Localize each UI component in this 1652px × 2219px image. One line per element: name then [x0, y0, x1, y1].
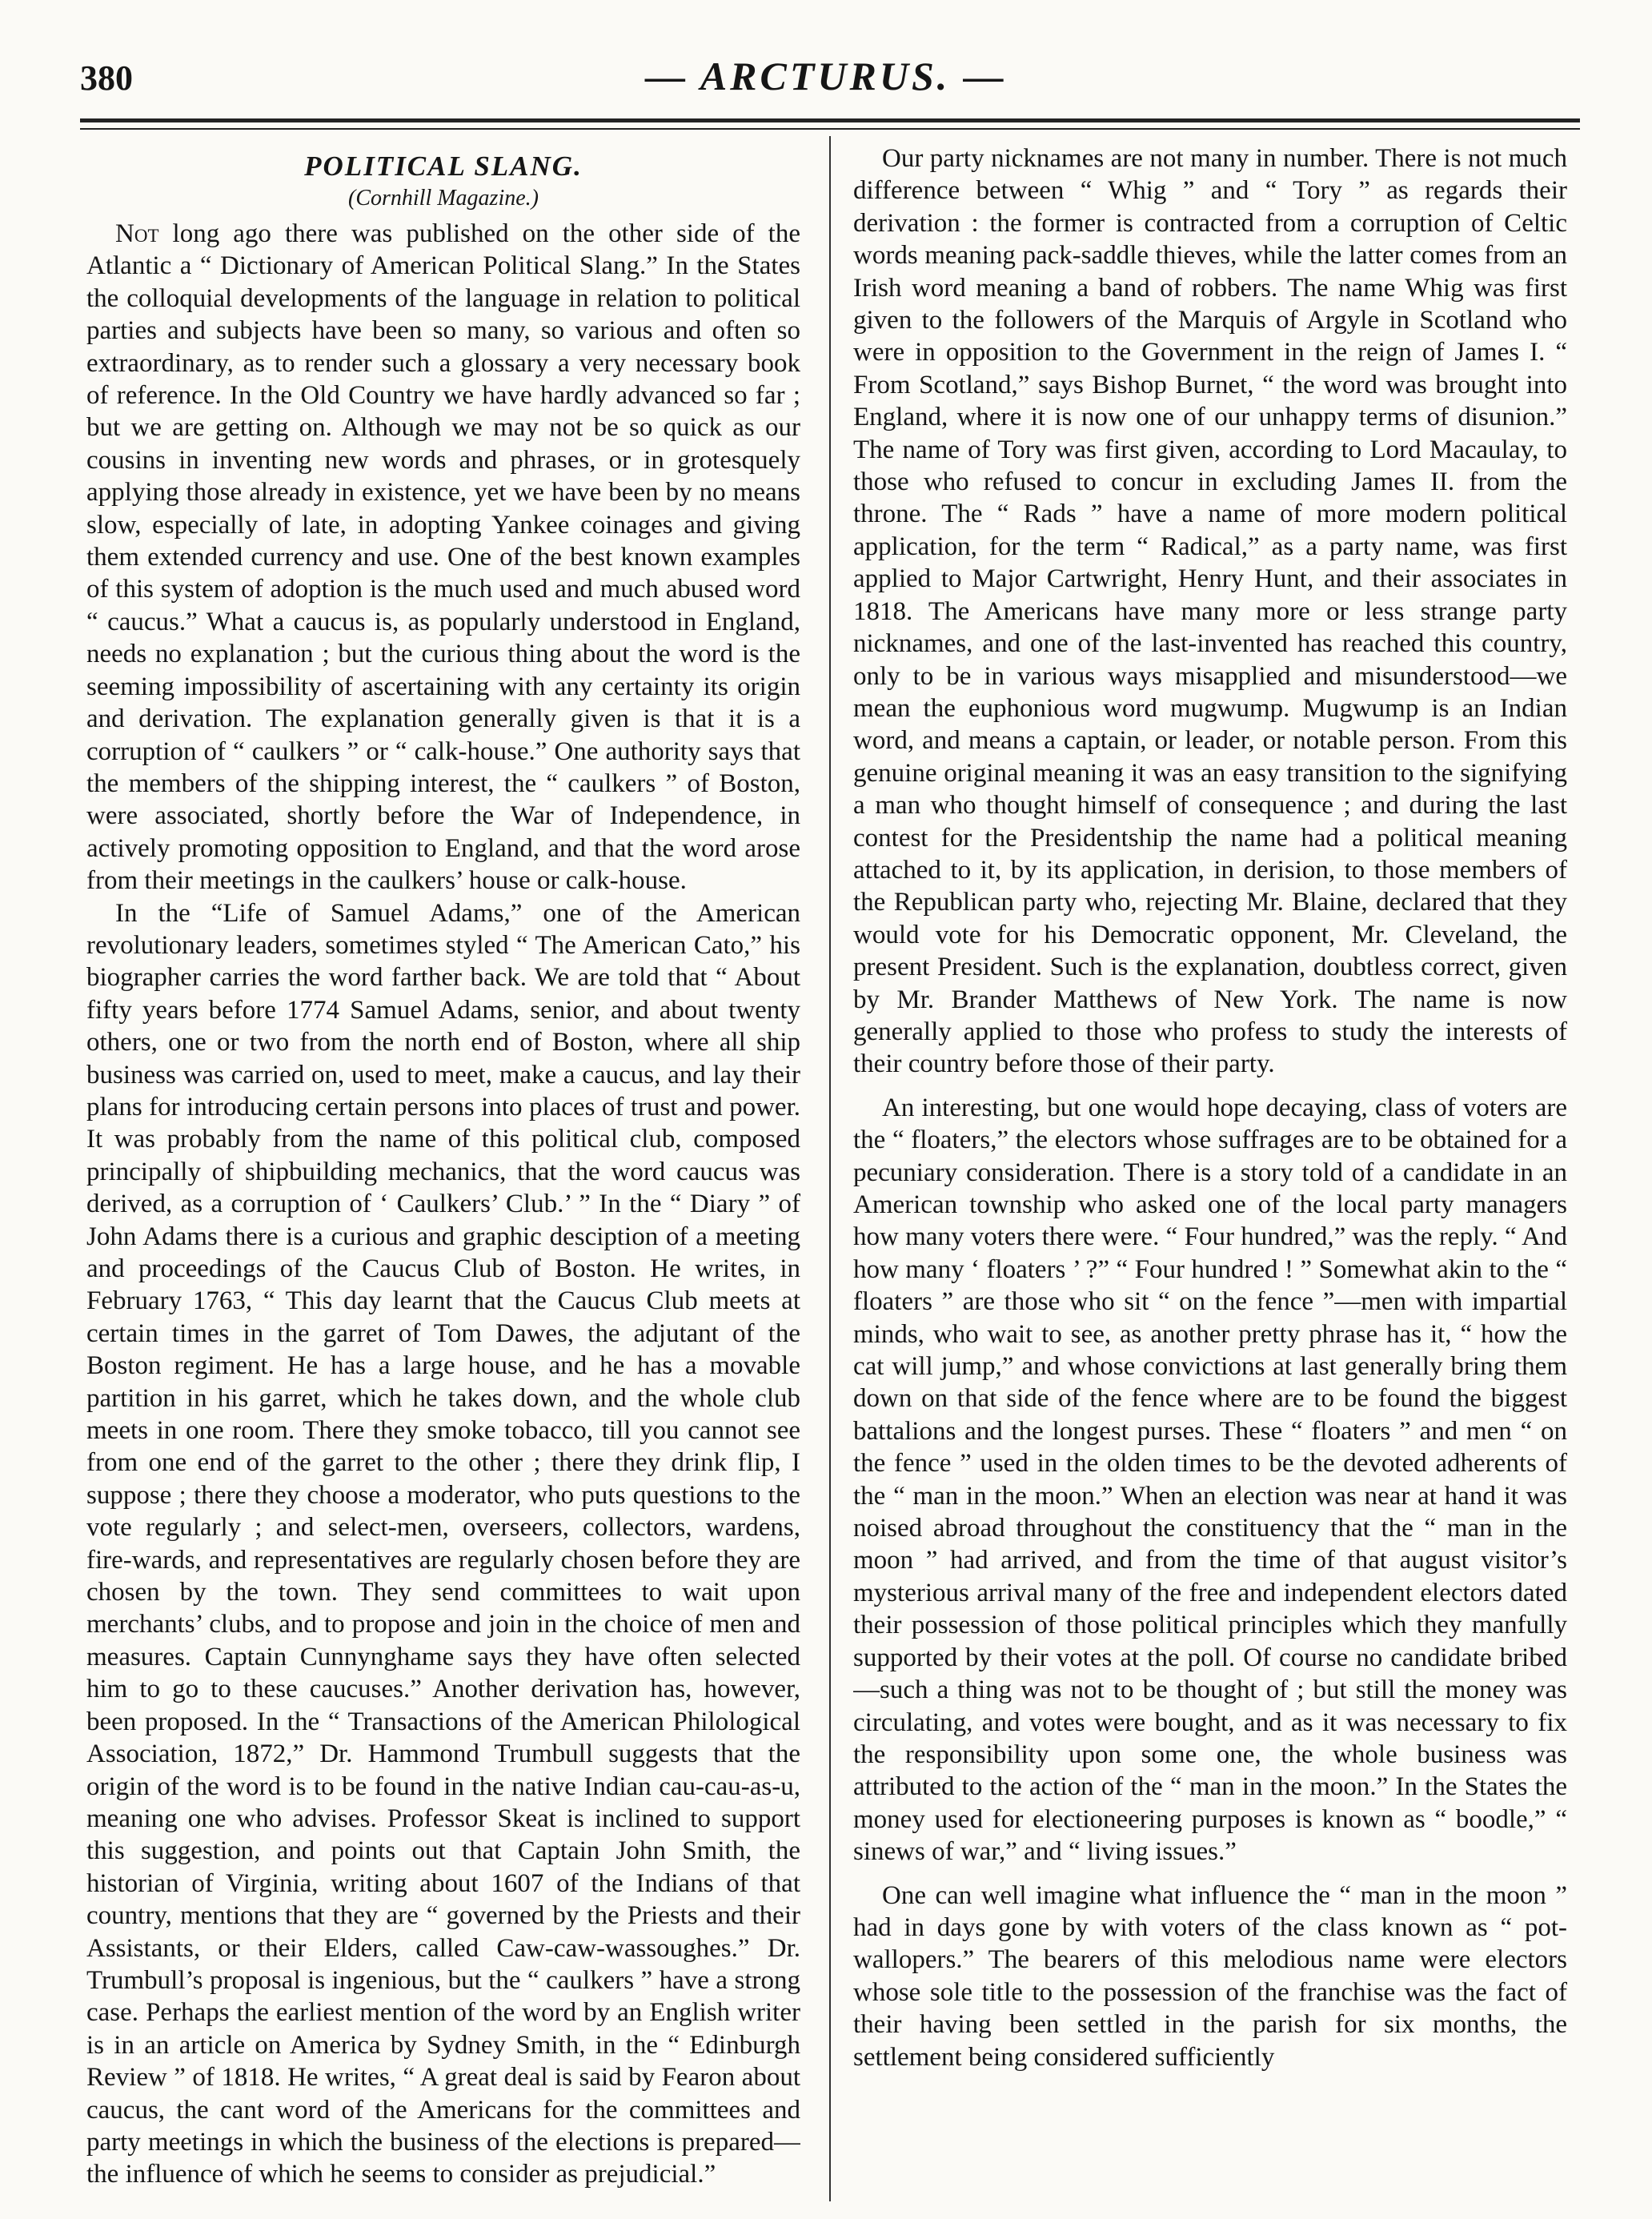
header-rule-thin [80, 128, 1580, 130]
paragraph-1 [86, 218, 800, 897]
header-rule-thick [80, 118, 1580, 122]
paragraph-2: In the “Life of Samuel Adams,” one of the American revolutionary leaders, sometimes styled “ The American Cato,” his biographer carries the word farther back. We are told that “ About fifty years before 1774 Samuel Adams, senior, and about twenty others, one or two from the north end of Boston, where all ship business was carried on, used to meet, make a caucus, and lay their plans for introducing certain persons into places of trust and power. It was probably from the name of this political club, composed principally of shipbuilding mechanics, that the word caucus was derived, as a corruption of ‘ Caulkers’ Club.’ ” In the “ Diary ” of John Adams there is a curious and graphic desciption of a meeting and proceedings of the Caucus Club of Boston. He writes, in February 1763, “ This day learnt that the Caucus Club meets at certain times in the garret of Tom Dawes, the adjutant of the Boston regiment. He has a large house, and he has a movable partition in his garret, which he takes down, and the whole club meets in one room. There they smoke tobacco, till you cannot see from one end of the garret to the other ; there they drink flip, I suppose ; there they choose a moderator, who puts questions to the vote regularly ; and select-men, overseers, collectors, wardens, fire-wards, and representatives are regularly chosen before they are chosen by the town. They send committees to wait upon merchants’ clubs, and to propose and join in the choice of men and measures. Captain Cunnynghame says they have often selected him to go to these caucuses.” Another derivation has, however, been proposed. In the “ Transactions of the American Philological Association, 1872,” Dr. Hammond Trumbull suggests that the origin of the word is to be found in the native Indian cau-cau-as-u, meaning one who advises. Professor Skeat is inclined to support this suggestion, and points out that Captain John Smith, the historian of Virginia, writing about 1607 of the Indians of that country, mentions that they are “ governed by the Priests and their Assistants, or their Elders, called Caw-caw-wassoughes.” Dr. Trumbull’s proposal is ingenious, but the “ caulkers ” have a strong case. Perhaps the earliest mention of the word by an English writer is in an article on America by Sydney Smith, in the “ Edinburgh Review ” of 1818. He writes, “ A great deal is said by Fearon about caucus, the cant word of the Americans for the committees and party meetings in which the business of the elections is prepared—the influence of which he seems to consider as prejudicial.” [86, 898, 800, 2189]
paragraph-4: An interesting, but one would hope decaying, class of voters are the “ floaters,” the electors whose suffrages are to be obtained for a pecuniary consideration. There is a story told of a candidate in an American township who asked one of the local party managers how many voters there were. “ Four hundred,” was the reply. “ And how many ‘ floaters ’ ?” “ Four hundred ! ” Somewhat akin to the “ floaters ” are those who sit “ on the fence ”—men with impartial minds, who wait to see, as another pretty phrase has it, “ how the cat will jump,” and whose convictions at last generally bring them down on that side of the fence where are to be found the biggest battalions and the longest purses. These “ floaters ” and men “ on the fence ” used in the olden times to be the devoted adherents of the “ man in the moon.” When an election was near at hand it was noised abroad throughout the constituency that the “ man in the moon ” had arrived, and from the time of that august visitor’s mysterious arrival many of the free and independent electors dated their possession of those political principles which they manfully supported by their votes at the poll. Of course no candidate bribed—such a thing was not to be thought of ; but still the money was circulating, and votes were bought, and as it was necessary to fix the responsibility upon some one, the whole business was attributed to the action of the “ man in the moon.” In the States the money used for electioneering purposes is known as “ boodle,” “ sinews of war,” and “ living issues.” [853, 1093, 1567, 1867]
lead-word: Not [115, 219, 159, 248]
paragraph-5: One can well imagine what influence the “ man in the moon ” had in days gone by with voters of the class known as “ pot-wallopers.” The bearers of this melodious name were electors whose sole title to the possession of the franchise was the fact of their having been settled in the parish for six months, the settlement being considered sufficiently [853, 1880, 1567, 2072]
article-title: POLITICAL SLANG. [304, 150, 583, 182]
right-column [853, 142, 1567, 2208]
paragraph-1-text: long ago there was published on the other side of the Atlantic a “ Dictionary of American Political Slang.” In the States the colloquial developments of the language in relation to political parties and subjects have been so many, so various and often so extraordinary, as to render such a glossary a very necessary book of reference. In the Old Country we have hardly advanced so far ; but we are getting on. Although we may not be so quick as our cousins in inventing new words and phrases, or in grotesquely applying those already in existence, yet we have been by no means slow, especially of late, in adopting Yankee coinages and giving them extended currency and use. One of the best known examples of this system of adoption is the much used and much abused word “ caucus.” What a caucus is, as popularly understood in England, needs no explanation ; but the curious thing about the word is the seeming impossibility of ascertaining with any certainty its origin and derivation. The explanation generally given is that it is a corruption of “ caulkers ” or “ calk-house.” One authority says that the members of the shipping interest, the “ caulkers ” of Boston, were associated, shortly before the War of Independence, in actively promoting opposition to England, and that the word arose from their meetings in the caulkers’ house or calk-house. [86, 219, 800, 896]
left-column [86, 142, 800, 2208]
article-source: (Cornhill Magazine.) [348, 186, 539, 211]
paragraph-3: Our party nicknames are not many in number. There is not much difference between “ Whig ” and “ Tory ” as regards their derivation : the former is contracted from a corruption of Celtic words meaning pack-saddle thieves, while the latter comes from an Irish word meaning a band of robbers. The name Whig was first given to the followers of the Marquis of Argyle in Scotland who were in opposition to the Government in the reign of James I. “ From Scotland,” says Bishop Burnet, “ the word was brought into England, where it is now one of our unhappy terms of disunion.” The name of Tory was first given, according to Lord Macaulay, to those who refused to concur in excluding James II. from the throne. The “ Rads ” have a name of more modern political application, for the term “ Radical,” as a party name, was first applied to Major Cartwright, Henry Hunt, and their associates in 1818. The Americans have many more or less strange party nicknames, and one of the last-invented has reached this country, only to be in various ways misapplied and misunderstood—we mean the euphonious word mugwump. Mugwump is an Indian word, and means a captain, or leader, or notable person. From this genuine original meaning it was an easy transition to the signifying a man who thought himself of consequence ; and during the last contest for the Presidentship the name had a political meaning attached to it, by its application, in derision, to those members of the Republican party who, rejecting Mr. Blaine, declared that they would vote for his Democratic opponent, Mr. Cleveland, the present President. Such is the explanation, doubtless correct, given by Mr. Brander Matthews of New York. The name is now generally applied to those who profess to study the interests of their country before those of their party. [853, 144, 1567, 1079]
column-divider [829, 136, 831, 2201]
page-number: 380 [80, 58, 133, 98]
running-title: — ARCTURUS. — [645, 54, 1007, 98]
